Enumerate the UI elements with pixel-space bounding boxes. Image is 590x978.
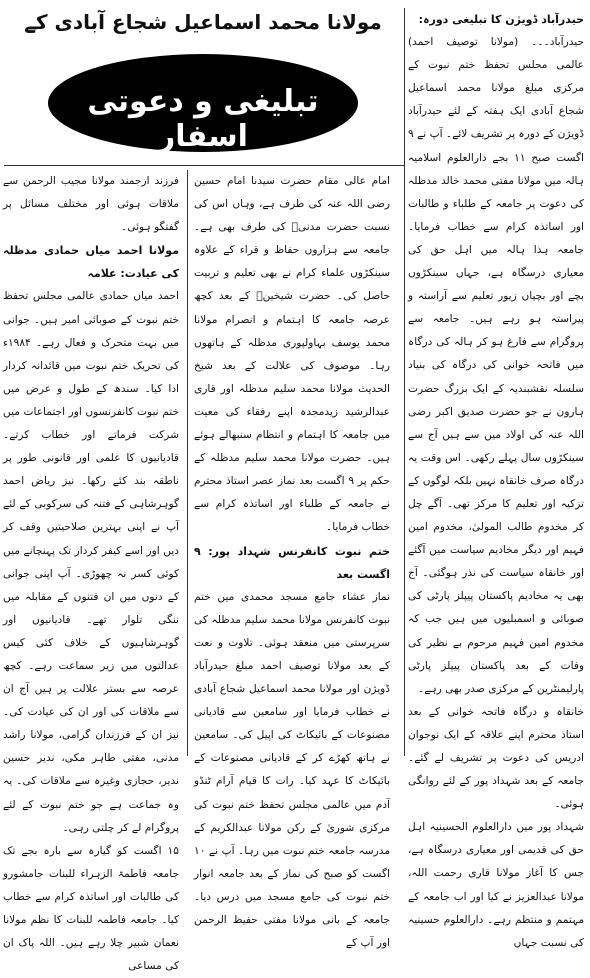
article-paragraph: شہداد پور میں دارالعلوم الحسینیہ اہل حق کی قدیمی اور معیاری درسگاہ ہے، جس کا آغاز مولانا قاری رحمت اللہ، مولانا عبدالعزیز نے کیا اور اب جامعہ کے مہتمم و منتظم رہے۔ دارالعلوم حسینیہ کی نسبت جہاں <box>408 821 584 949</box>
section-heading-hyderabad: حیدرآباد ڈویژن کا تبلیغی دورہ: <box>418 13 584 26</box>
article-paragraph: فرزند ارجمند مولانا مجیب الرحمن سے ملاقات ہوئی اور مختلف مسائل پر گفتگو ہوئی۔ <box>3 175 179 234</box>
column-left <box>3 170 179 973</box>
section-heading-visit: مولانا احمد میاں حمادی مدظلہ کی عیادت: علامہ <box>3 244 179 281</box>
section-heading-khatm-e-nubuwwat-conference: ختم نبوت کانفرنس شہداد پور: ۹ اگست بعد <box>194 544 390 581</box>
headline-divider <box>4 165 404 166</box>
headline-banner-text: تبلیغی و دعوتی اسفار <box>87 84 319 154</box>
article-paragraph: ۱۵ اگست کو گیارہ سے بارہ بجے تک جامعہ فاطمۃ الزہراء للبنات جامشورو کی طالبات اور اساتذہ کرام سے خطاب کیا۔ جامعہ فاطمہ للبنات کا نظم مولانا نعمان شبیر چلا رہے ہیں۔ اللہ پاک ان کی مساعی <box>3 844 179 973</box>
article-paragraph: حیدرآباد۔۔۔ (مولانا توصیف احمد) عالمی مجلس تحفظ ختم نبوت کے مرکزی مبلغ مولانا محمد اسماعیل شجاع آبادی ایک ہفتہ کے لئے حیدرآباد ڈویژن کے دورہ پر تشریف لائے۔ آپ نے ۹ اگست صبح ۱۱ بجے دارالعلوم اسلامیہ ہالہ میں مولانا مفتی محمد خالد مدظلہ کی دعوت پر جامعہ کے طلباء و طالبات اور اساتذہ کرام سے خطاب فرمایا۔ جامعہ ہذا ہالہ میں اہل حق کی معیاری درسگاہ ہے، جہاں سینکڑوں بچے اور بچیاں زیور تعلیم سے آراستہ و پیراستہ ہو رہے ہیں۔ جامعہ سے پروگرام سے فارغ ہو کر ہالہ کی درگاہ میں فاتحہ خوانی کی درگاہ کی بنیاد سلسلہ نقشبندیہ کے ایک بزرگ حضرت ہارون نے جو حضرت صدیق اکبر رضی اللہ عنہ کی اولاد میں سے ہیں آج سے سینکڑوں سال پہلے رکھی۔ اس وقت یہ درگاہ صرف خانقاہ نہیں بلکہ لوگوں کے تزکیہ اور تعلیم کا مرکز تھی۔ آگے چل کر مخدوم طالب المولیٰ، مخدوم امین فہیم اور دیگر مخادیم سیاست میں آگئے اور خانقاہ سیاست کی نذر ہوگئی۔ آج بھی یہ مخادیم پاکستان پیپلز پارٹی کی صوبائی و اسمبلیوں میں ہیں جب کہ مخدوم امین فہیم مرحوم بے نظیر کی وفات کے بعد پاکستان پیپلز پارٹی پارلیمنٹرین کے مرکزی صدر بھی رہے۔ <box>408 36 584 695</box>
headline-banner <box>48 54 358 152</box>
article-paragraph: امام عالی مقام حضرت سیدنا امام حسین رضی اللہ عنہ کی طرف ہے، وہاں اس کی نسبت حضرت مدنیؒ کی طرف بھی ہے۔ جامعہ سے ہزاروں حفاظ و قراء کے علاوہ سینکڑوں علماء کرام نے بھی تعلیم و تربیت حاصل کی۔ حضرت شیخینؒ کے بعد کچھ عرصہ جامعہ کا اہتمام و انصرام مولانا محمد یوسف بہاولپوری مدظلہ کے ہاتھوں رہا۔ موصوف کی علالت کے بعد شیخ الحدیث مولانا محمد سلیم مدظلہ اور قاری عبدالرشید زیدمجدہ اپنے رفقاء کی معیت میں جامعہ کا اہتمام و انتظام سنبھالے ہوئے ہیں۔ حضرت مولانا محمد سلیم مدظلہ کے حکم پر ۹ اگست بعد نماز عصر استاذ محترم نے جامعہ کے طلباء اور اساتذہ کرام سے خطاب فرمایا۔ <box>194 175 390 534</box>
column-right <box>408 8 584 949</box>
column-divider-left <box>187 170 188 756</box>
column-middle <box>194 170 390 950</box>
article-paragraph: احمد میاں حمادی عالمی مجلس تحفظ ختم نبوت کے صوبائی امیر ہیں۔ جوانی میں بہت متحرک و فعال رہے۔ ۱۹۸۴ء کی تحریک ختم نبوت میں قائدانہ کردار ادا کیا۔ سندھ کے طول و عرض میں ختم نبوت کانفرنسوں اور اجتماعات میں شرکت فرماتے اور خطاب کرتے۔ قادیانیوں کا علمی اور قانونی طور پر ناطقہ بند کئے رکھا۔ نیز ریاض احمد گوہرشاہی کے فتنہ کی سرکوبی کے لئے آپ نے اپنی بہترین صلاحیتیں وقف کر دیں اور اسے کیفر کردار تک پہنچانے میں کوئی کسر نہ چھوڑی۔ آپ اپنی جوانی کے دنوں میں ان فتنوں کے مقابلہ میں ننگی تلوار تھے۔ قادیانیوں اور گوہرشاہیوں کے خلاف کئی کیس عدالتوں میں زیر سماعت رہے۔ کچھ عرصہ سے بستر علالت پر ہیں آج ان سے ملاقات کی اور ان کی عیادت کی۔ نیز ان کے فرزندان گرامی، مولانا راشد مدنی، مفتی طاہر مکی، ندیر حسین ندیر، حجازی وغیرہ سے ملاقات کی۔ یہ وہ جماعت ہے جو ختم نبوت کے لئے پروگرام لے کر چلتی رہی۔ <box>3 290 179 834</box>
headline-kicker: مولانا محمد اسماعیل شجاع آبادی کے <box>24 10 382 34</box>
headline-block <box>4 6 402 160</box>
article-paragraph: خانقاہ و درگاہ فاتحہ خوانی کے بعد استاذ محترم اپنے علاقہ کے ایک نوجوان ادریس کی دعوت پر تشریف لے گئے۔ جامعہ کے بعد شہداد پور کے لئے روانگی ہوئی۔ <box>408 705 584 811</box>
column-divider-right <box>404 8 405 756</box>
article-paragraph: نماز عشاء جامع مسجد محمدی میں ختم نبوت کانفرنس مولانا محمد سلیم مدظلہ کی سرپرستی میں منعقد ہوئی۔ تلاوت و نعت کے بعد مولانا توصیف احمد مبلغ حیدرآباد ڈویژن اور مولانا محمد اسماعیل شجاع آبادی نے خطاب فرمایا اور سامعین سے قادیانی مصنوعات کے بائیکاٹ کی اپیل کی۔ سامعین نے ہاتھ کھڑے کر کے قادیانی مصنوعات کے بائیکاٹ کا عہد کیا۔ رات کا قیام آرام ٹنڈو آدم میں عالمی مجلس تحفظ ختم نبوت کی مرکزی شوریٰ کے رکن مولانا عبدالکریم کے مدرسہ جامعہ ختم نبوت میں رہا۔ آپ نے ۱۰ اگست کو صبح کی نماز کے بعد جامعہ انوار ختم نبوت کی جامع مسجد میں درس دیا۔ جامعہ کے بانی مولانا مفتی حفیظ الرحمن اور آپ کے <box>194 590 390 950</box>
